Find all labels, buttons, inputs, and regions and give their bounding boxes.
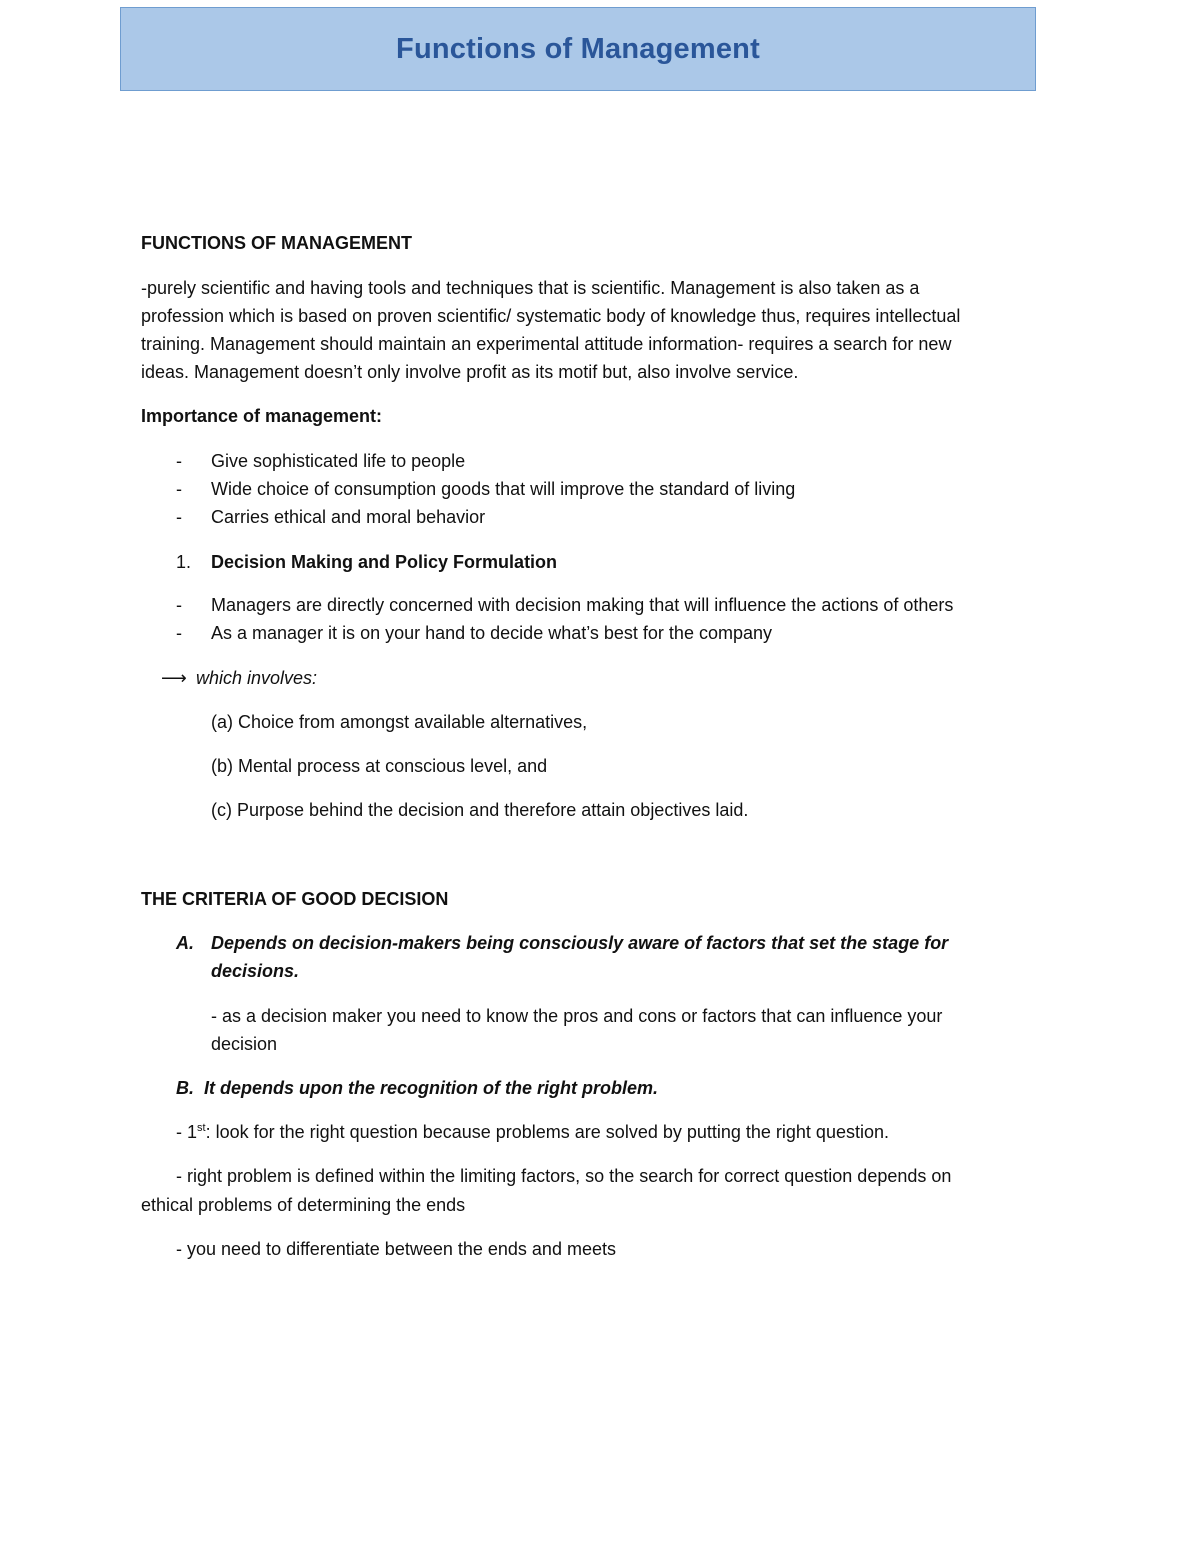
involves-item xyxy=(211,796,748,824)
bullet-dash: - xyxy=(176,451,182,471)
involves-label: which involves: xyxy=(196,668,318,688)
title-banner xyxy=(120,7,1036,91)
paragraph-line: training. Management should maintain an experimental attitude information- requires a search for new xyxy=(141,334,952,354)
point-text: : look for the right question because problems are solved by putting the right question. xyxy=(205,1122,889,1142)
criteria-note-line: decision xyxy=(211,1034,278,1054)
criteria-marker: B. xyxy=(176,1078,194,1098)
bullet-dash: - xyxy=(176,623,182,643)
involves-text: Mental process at conscious level, and xyxy=(238,756,548,776)
paragraph-line: profession which is based on proven scientific/ systematic body of knowledge thus, requires intellectual xyxy=(141,306,961,326)
point-prefix: - 1 xyxy=(176,1122,198,1142)
involves-text: Choice from amongst available alternatives, xyxy=(238,712,588,732)
involves-marker: (c) xyxy=(211,800,232,820)
criteria-marker: A. xyxy=(176,933,194,953)
criteria-line: It depends upon the recognition of the right problem. xyxy=(204,1078,658,1098)
arrow-right-icon: ⟶ xyxy=(161,668,187,688)
involves-marker: (a) xyxy=(211,712,233,732)
paragraph-line: ideas. Management doesn’t only involve profit as its motif but, also involve service. xyxy=(141,362,799,382)
list-item: Give sophisticated life to people xyxy=(211,451,466,471)
section-heading-criteria: THE CRITERIA OF GOOD DECISION xyxy=(141,889,449,909)
involves-item xyxy=(211,752,547,780)
list-item: Carries ethical and moral behavior xyxy=(211,507,486,527)
criteria-point xyxy=(176,1118,889,1146)
involves-text: Purpose behind the decision and therefore attain objectives laid. xyxy=(237,800,749,820)
document-title: Functions of Management xyxy=(396,32,760,65)
list-item: As a manager it is on your hand to decide what’s best for the company xyxy=(211,623,772,643)
list-item: Managers are directly concerned with decision making that will influence the actions of others xyxy=(211,595,954,615)
criteria-point-line: - right problem is defined within the limiting factors, so the search for correct question depends on xyxy=(176,1166,952,1186)
criteria-line: Depends on decision-makers being consciously aware of factors that set the stage for xyxy=(211,933,949,953)
criteria-point-line: ethical problems of determining the ends xyxy=(141,1195,466,1215)
involves-marker: (b) xyxy=(211,756,233,776)
criteria-line: decisions. xyxy=(211,961,300,981)
section-heading-functions: FUNCTIONS OF MANAGEMENT xyxy=(141,233,412,253)
paragraph-line: -purely scientific and having tools and techniques that is scientific. Management is also taken as a xyxy=(141,278,920,298)
numbered-marker: 1. xyxy=(176,552,192,572)
point-superscript: st xyxy=(197,1122,206,1134)
bullet-dash: - xyxy=(176,507,182,527)
involves-item xyxy=(211,708,587,736)
bullet-dash: - xyxy=(176,595,182,615)
criteria-note-line: - as a decision maker you need to know the pros and cons or factors that can influence your xyxy=(211,1006,943,1026)
importance-heading: Importance of management: xyxy=(141,406,383,426)
list-item: Wide choice of consumption goods that will improve the standard of living xyxy=(211,479,796,499)
bullet-dash: - xyxy=(176,479,182,499)
numbered-heading: Decision Making and Policy Formulation xyxy=(211,552,558,572)
criteria-point-line: - you need to differentiate between the ends and meets xyxy=(176,1239,616,1259)
